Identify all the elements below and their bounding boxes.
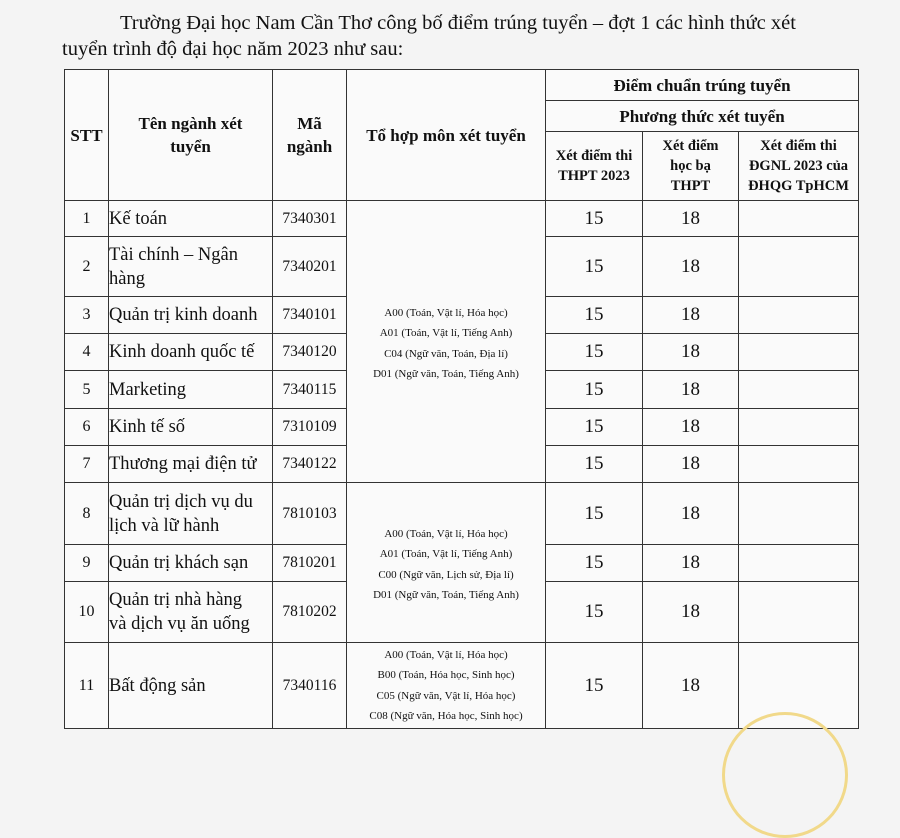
- cell-score-dgnl: [739, 409, 859, 446]
- cell-major-name: Thương mại điện tử: [109, 446, 273, 483]
- table-row: [65, 201, 859, 237]
- cell-major-code: 7340122: [273, 446, 347, 483]
- intro-line-1: Trường Đại học Nam Cần Thơ công bố điểm trúng tuyển – đợt 1 các hình thức xét: [120, 12, 796, 34]
- cell-score-thpt: 15: [546, 409, 643, 446]
- header-method-thpt: Xét điểm thi THPT 2023: [546, 132, 643, 201]
- cell-stt: 7: [65, 446, 109, 483]
- decorative-circle: [722, 712, 848, 838]
- cell-score-hocba: 18: [643, 483, 739, 545]
- cell-major-name: Bất động sản: [109, 643, 273, 729]
- intro-paragraph: [62, 10, 882, 62]
- cell-major-name: Kế toán: [109, 201, 273, 237]
- cell-major-code: 7810201: [273, 545, 347, 582]
- cell-score-thpt: 15: [546, 371, 643, 409]
- header-stt: STT: [65, 70, 109, 201]
- cell-score-thpt: 15: [546, 297, 643, 334]
- cell-score-hocba: 18: [643, 237, 739, 297]
- cell-major-code: 7340120: [273, 334, 347, 371]
- cell-major-code: 7810103: [273, 483, 347, 545]
- cell-score-dgnl: [739, 446, 859, 483]
- admission-score-table: [64, 69, 859, 729]
- cell-score-thpt: 15: [546, 483, 643, 545]
- cell-stt: 6: [65, 409, 109, 446]
- cell-score-dgnl: [739, 371, 859, 409]
- cell-stt: 1: [65, 201, 109, 237]
- cell-score-thpt: 15: [546, 201, 643, 237]
- cell-score-hocba: 18: [643, 446, 739, 483]
- header-subject-combo: Tổ hợp môn xét tuyển: [347, 70, 546, 201]
- cell-score-thpt: 15: [546, 446, 643, 483]
- cell-score-dgnl: [739, 297, 859, 334]
- cell-major-name: Quản trị nhà hàng và dịch vụ ăn uống: [109, 582, 273, 643]
- header-cutoff-score: Điểm chuẩn trúng tuyển: [546, 70, 859, 101]
- header-major-name: Tên ngành xét tuyển: [109, 70, 273, 201]
- cell-combo-group-3: A00 (Toán, Vật lí, Hóa học) B00 (Toán, Hóa học, Sinh học) C05 (Ngữ văn, Vật lí, Hóa học) C08 (Ngữ văn, Hóa học, Sinh học): [347, 643, 546, 729]
- cell-score-dgnl: [739, 483, 859, 545]
- cell-major-name: Kinh doanh quốc tế: [109, 334, 273, 371]
- cell-stt: 3: [65, 297, 109, 334]
- cell-score-thpt: 15: [546, 545, 643, 582]
- cell-score-thpt: 15: [546, 334, 643, 371]
- header-method-hocba: Xét điểm học bạ THPT: [643, 132, 739, 201]
- table-row: [65, 483, 859, 545]
- header-method-dgnl: Xét điểm thi ĐGNL 2023 của ĐHQG TpHCM: [739, 132, 859, 201]
- cell-score-dgnl: [739, 582, 859, 643]
- cell-score-thpt: 15: [546, 643, 643, 729]
- cell-combo-group-2: A00 (Toán, Vật lí, Hóa học) A01 (Toán, Vật lí, Tiếng Anh) C00 (Ngữ văn, Lịch sử, Địa lí) D01 (Ngữ văn, Toán, Tiếng Anh): [347, 483, 546, 643]
- cell-major-name: Kinh tế số: [109, 409, 273, 446]
- cell-major-name: Tài chính – Ngân hàng: [109, 237, 273, 297]
- cell-major-name: Quản trị khách sạn: [109, 545, 273, 582]
- cell-score-hocba: 18: [643, 643, 739, 729]
- cell-score-hocba: 18: [643, 334, 739, 371]
- cell-major-name: Quản trị kinh doanh: [109, 297, 273, 334]
- cell-score-dgnl: [739, 201, 859, 237]
- cell-score-hocba: 18: [643, 201, 739, 237]
- cell-combo-group-1: A00 (Toán, Vật lí, Hóa học) A01 (Toán, Vật lí, Tiếng Anh) C04 (Ngữ văn, Toán, Địa lí) D01 (Ngữ văn, Toán, Tiếng Anh): [347, 201, 546, 483]
- cell-score-thpt: 15: [546, 237, 643, 297]
- cell-stt: 2: [65, 237, 109, 297]
- cell-score-dgnl: [739, 237, 859, 297]
- cell-score-hocba: 18: [643, 297, 739, 334]
- cell-score-hocba: 18: [643, 582, 739, 643]
- cell-major-code: 7810202: [273, 582, 347, 643]
- cell-major-code: 7340201: [273, 237, 347, 297]
- cell-score-hocba: 18: [643, 545, 739, 582]
- table-row: [65, 643, 859, 729]
- cell-major-code: 7340301: [273, 201, 347, 237]
- cell-major-code: 7340101: [273, 297, 347, 334]
- cell-stt: 9: [65, 545, 109, 582]
- cell-major-name: Quản trị dịch vụ du lịch và lữ hành: [109, 483, 273, 545]
- cell-score-hocba: 18: [643, 371, 739, 409]
- cell-stt: 5: [65, 371, 109, 409]
- cell-stt: 11: [65, 643, 109, 729]
- cell-major-code: 7340115: [273, 371, 347, 409]
- cell-score-thpt: 15: [546, 582, 643, 643]
- cell-score-dgnl: [739, 545, 859, 582]
- cell-stt: 10: [65, 582, 109, 643]
- cell-stt: 8: [65, 483, 109, 545]
- cell-major-name: Marketing: [109, 371, 273, 409]
- cell-major-code: 7310109: [273, 409, 347, 446]
- cell-major-code: 7340116: [273, 643, 347, 729]
- cell-score-hocba: 18: [643, 409, 739, 446]
- intro-line-2: tuyển trình độ đại học năm 2023 như sau:: [62, 38, 404, 60]
- header-admission-method: Phương thức xét tuyển: [546, 101, 859, 132]
- cell-stt: 4: [65, 334, 109, 371]
- header-major-code: Mã ngành: [273, 70, 347, 201]
- cell-score-dgnl: [739, 334, 859, 371]
